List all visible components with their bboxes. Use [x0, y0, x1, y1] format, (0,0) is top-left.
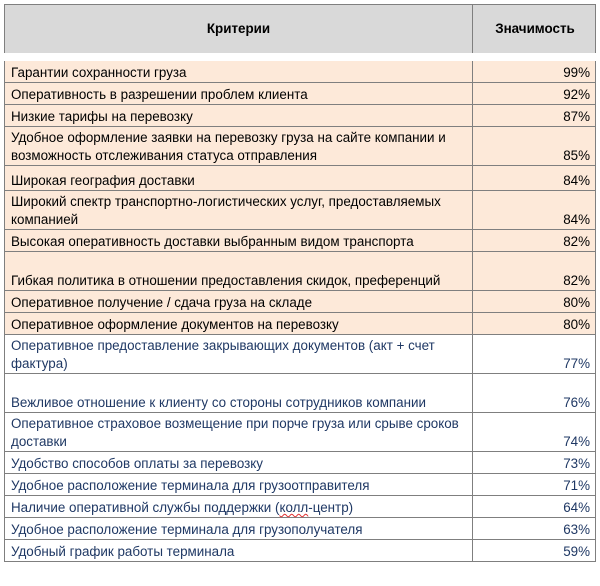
criterion-cell: Удобное оформление заявки на перевозку груза на сайте компании и возможность отслеживания статуса отправления [5, 127, 473, 166]
table-header-row [5, 5, 596, 58]
table-row [5, 413, 596, 452]
table-row [5, 496, 596, 518]
criterion-cell: Гарантии сохранности груза [5, 57, 473, 83]
table-row [5, 313, 596, 335]
significance-cell: 82% [473, 252, 596, 291]
significance-cell: 74% [473, 413, 596, 452]
header-significance: Значимость [473, 5, 596, 58]
criterion-cell: Оперативность в разрешении проблем клиента [5, 83, 473, 105]
significance-cell: 59% [473, 540, 596, 562]
significance-cell: 71% [473, 474, 596, 496]
table-row [5, 374, 596, 413]
significance-cell: 82% [473, 230, 596, 252]
significance-cell: 87% [473, 105, 596, 127]
table-row [5, 127, 596, 166]
criterion-cell: Удобный график работы терминала [5, 540, 473, 562]
criteria-table [4, 4, 596, 562]
table-row [5, 518, 596, 540]
criterion-text-part: Наличие оперативной службы поддержки ( [11, 500, 280, 515]
table-row [5, 291, 596, 313]
header-criteria: Критерии [5, 5, 473, 58]
table-row [5, 252, 596, 291]
criterion-cell: Оперативное получение / сдача груза на складе [5, 291, 473, 313]
criterion-cell [5, 496, 473, 518]
table-row [5, 83, 596, 105]
table-row [5, 230, 596, 252]
criterion-cell: Удобство способов оплаты за перевозку [5, 452, 473, 474]
criterion-cell: Высокая оперативность доставки выбранным видом транспорта [5, 230, 473, 252]
significance-cell: 92% [473, 83, 596, 105]
criterion-cell: Оперативное оформление документов на перевозку [5, 313, 473, 335]
table-row [5, 335, 596, 374]
spellcheck-underlined-word: колл [279, 500, 309, 515]
table-row [5, 191, 596, 230]
criterion-text-part: -центр) [308, 500, 354, 515]
significance-cell: 76% [473, 374, 596, 413]
significance-cell: 63% [473, 518, 596, 540]
table-row [5, 452, 596, 474]
significance-cell: 99% [473, 57, 596, 83]
significance-cell: 84% [473, 191, 596, 230]
table-row [5, 474, 596, 496]
criterion-cell: Вежливое отношение к клиенту со стороны сотрудников компании [5, 374, 473, 413]
table-row [5, 105, 596, 127]
significance-cell: 80% [473, 291, 596, 313]
significance-cell: 85% [473, 127, 596, 166]
significance-cell: 80% [473, 313, 596, 335]
criterion-cell: Оперативное страховое возмещение при порче груза или срыве сроков доставки [5, 413, 473, 452]
criterion-cell: Гибкая политика в отношении предоставления скидок, преференций [5, 252, 473, 291]
criterion-cell: Удобное расположение терминала для грузополучателя [5, 518, 473, 540]
table-row [5, 540, 596, 562]
significance-cell: 84% [473, 166, 596, 191]
criterion-cell: Низкие тарифы на перевозку [5, 105, 473, 127]
significance-cell: 73% [473, 452, 596, 474]
criterion-cell: Широкая география доставки [5, 166, 473, 191]
criterion-cell: Удобное расположение терминала для грузоотправителя [5, 474, 473, 496]
table-row [5, 57, 596, 83]
table-row [5, 166, 596, 191]
criterion-cell: Широкий спектр транспортно-логистических услуг, предоставляемых компанией [5, 191, 473, 230]
significance-cell: 64% [473, 496, 596, 518]
criterion-cell: Оперативное предоставление закрывающих документов (акт + счет фактура) [5, 335, 473, 374]
significance-cell: 77% [473, 335, 596, 374]
